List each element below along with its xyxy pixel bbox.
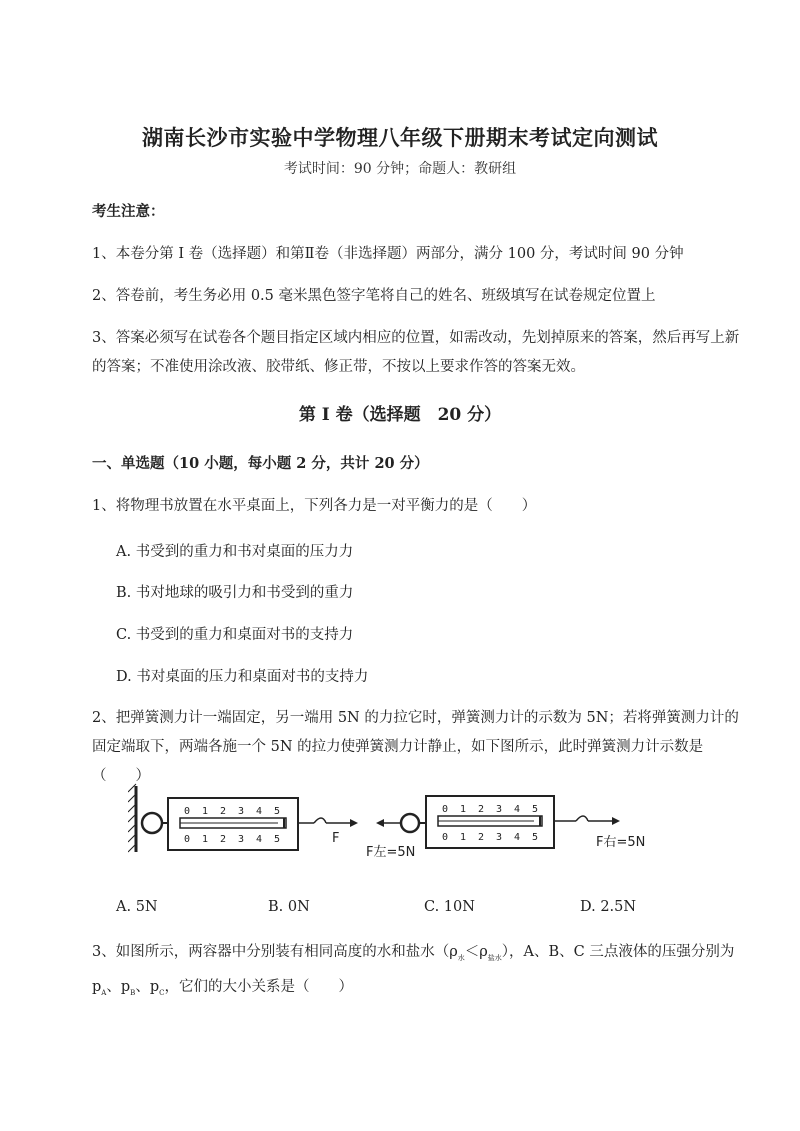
question-2-option-a: A. 5N xyxy=(116,899,158,915)
scale-mark-top: 3 xyxy=(496,804,503,815)
scale-mark-bottom: 2 xyxy=(220,834,227,845)
left-spring-scale xyxy=(142,798,358,850)
question-1-option-c: C. 书受到的重力和桌面对书的支持力 xyxy=(116,627,354,643)
scale-mark-bottom: 3 xyxy=(238,834,245,845)
right-pull-label: F右=5N xyxy=(596,835,646,850)
exam-subtitle: 考试时间：90 分钟；命题人：教研组 xyxy=(283,161,517,177)
scale-mark-top: 2 xyxy=(220,806,227,817)
wall-icon xyxy=(128,784,136,852)
notice-item-3: 3、答案必须写在试卷各个题目指定区域内相应的位置，如需改动，先划掉原来的答案，然后再写上新的答案；不准使用涂改液、胶带纸、修正带，不按以上要求作答的答案无效。 xyxy=(92,330,740,375)
scale-mark-top: 2 xyxy=(478,804,485,815)
question-1-stem: 1、将物理书放置在水平桌面上，下列各力是一对平衡力的是（ ） xyxy=(92,498,537,514)
scale-mark-bottom: 4 xyxy=(256,834,263,845)
part-heading: 一、单选题（10 小题，每小题 2 分，共计 20 分） xyxy=(92,455,429,472)
left-pull-label: F左=5N xyxy=(366,845,416,860)
question-1-option-b: B. 书对地球的吸引力和书受到的重力 xyxy=(116,585,354,601)
scale-mark-bottom: 5 xyxy=(532,832,539,843)
question-2-option-d: D. 2.5N xyxy=(580,899,637,915)
scale-mark-top: 1 xyxy=(202,806,209,817)
notice-item-1: 1、本卷分第 I 卷（选择题）和第Ⅱ卷（非选择题）两部分，满分 100 分，考试时间 90 分钟 xyxy=(92,246,684,262)
notice-heading: 考生注意： xyxy=(92,203,165,220)
notice-item-2: 2、答卷前，考生务必用 0.5 毫米黑色签字笔将自己的姓名、班级填写在试卷规定位置上 xyxy=(92,288,656,304)
question-2-stem: 2、把弹簧测力计一端固定，另一端用 5N 的力拉它时，弹簧测力计的示数为 5N；若将弹簧测力计的固定端取下，两端各施一个 5N 的拉力使弹簧测力计静止，如下图所示，此时弹簧测力计示数是（ ） xyxy=(92,710,739,784)
scale-mark-top: 0 xyxy=(442,804,449,815)
question-3-stem: 3、如图所示，两容器中分别装有相同高度的水和盐水$(\rho_水<\rho_{盐水})$，A、B、C 三点液体的压强分别为 $p_A$、$p_B$、$p_C$，它们的大小关系是（ ） xyxy=(92,944,735,997)
scale-mark-top: 5 xyxy=(274,806,281,817)
scale-mark-bottom: 1 xyxy=(202,834,209,845)
scale-mark-top: 0 xyxy=(184,806,191,817)
question-1-option-a: A. 书受到的重力和书对桌面的压力力 xyxy=(116,544,354,560)
scale-mark-bottom: 1 xyxy=(460,832,467,843)
scale-mark-bottom: 3 xyxy=(496,832,503,843)
exam-title: 湖南长沙市实验中学物理八年级下册期末考试定向测试 xyxy=(142,125,658,150)
left-force-label: F xyxy=(332,831,340,846)
scale-mark-bottom: 2 xyxy=(478,832,485,843)
scale-mark-bottom: 5 xyxy=(274,834,281,845)
scale-mark-top: 3 xyxy=(238,806,245,817)
scale-mark-top: 4 xyxy=(256,806,263,817)
scale-mark-top: 5 xyxy=(532,804,539,815)
scale-mark-top: 1 xyxy=(460,804,467,815)
question-2-option-b: B. 0N xyxy=(268,899,310,915)
spring-scale-figure xyxy=(128,780,648,860)
section-title: 第 I 卷（选择题 20 分） xyxy=(298,405,502,425)
scale-mark-bottom: 0 xyxy=(184,834,191,845)
scale-mark-top: 4 xyxy=(514,804,521,815)
question-2-option-c: C. 10N xyxy=(424,899,475,915)
scale-mark-bottom: 4 xyxy=(514,832,521,843)
question-1-option-d: D. 书对桌面的压力和桌面对书的支持力 xyxy=(116,669,369,685)
scale-mark-bottom: 0 xyxy=(442,832,449,843)
